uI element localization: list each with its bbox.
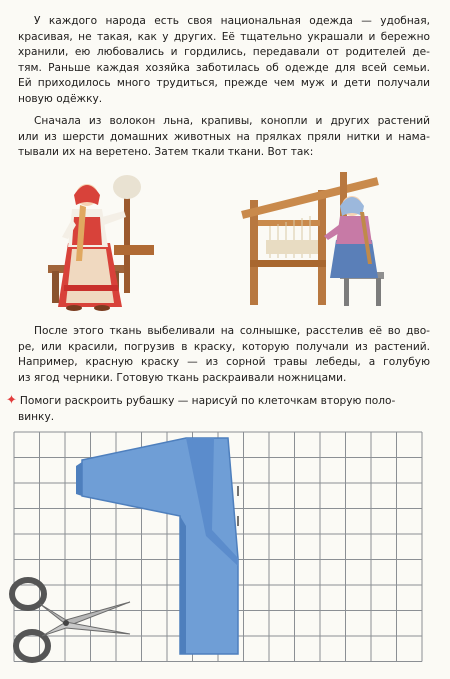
- star-icon: ✦: [6, 393, 17, 408]
- woman-spinning-illustration: [40, 165, 160, 315]
- intro-paragraph: [18, 14, 430, 108]
- text-line: или из шерсти домашних животных на прялках пряли нитки и нама-: [18, 130, 430, 143]
- woman-weaving-illustration: [240, 160, 390, 315]
- text-line: После этого ткань выбеливали на солнышке, расстелив её во дво-: [34, 325, 430, 337]
- task-line: [6, 393, 436, 410]
- text-line: Ей приходилось много трудиться, прежде чем муж и дети получали: [18, 77, 430, 90]
- task-line: винку.: [18, 410, 55, 423]
- scissors-icon: [6, 572, 136, 672]
- text-line: из ягод черники. Готовую ткань раскраивали ножницами.: [18, 371, 347, 384]
- text-line: Например, красную краску — из сорной травы лебеды, а голубую: [18, 356, 430, 369]
- task-instruction: [6, 393, 436, 425]
- text-line: хранили, ею любовались и гордились, передавали от родителей де-: [18, 46, 430, 59]
- text-line: новую одёжку.: [18, 92, 103, 105]
- text-line: красивая, не такая, как у других. Её тщательно украшали и бережно: [18, 30, 430, 43]
- text-line: ре, или красили, погрузив в краску, которую получали из растений.: [18, 340, 430, 353]
- spinning-paragraph: [18, 114, 430, 161]
- text-line: тям. Раньше каждая хозяйка заботилась об одежде для всей семьи.: [18, 61, 430, 74]
- text-line: У каждого народа есть своя национальная одежда — удобная,: [34, 15, 430, 27]
- text-line: тывали их на веретено. Затем ткали ткани. Вот так:: [18, 146, 314, 159]
- dyeing-paragraph: [18, 324, 430, 386]
- task-text: Помоги раскроить рубашку — нарисуй по клеточкам вторую поло-: [19, 395, 396, 407]
- text-line: Сначала из волокон льна, крапивы, конопли и других растений: [34, 115, 430, 127]
